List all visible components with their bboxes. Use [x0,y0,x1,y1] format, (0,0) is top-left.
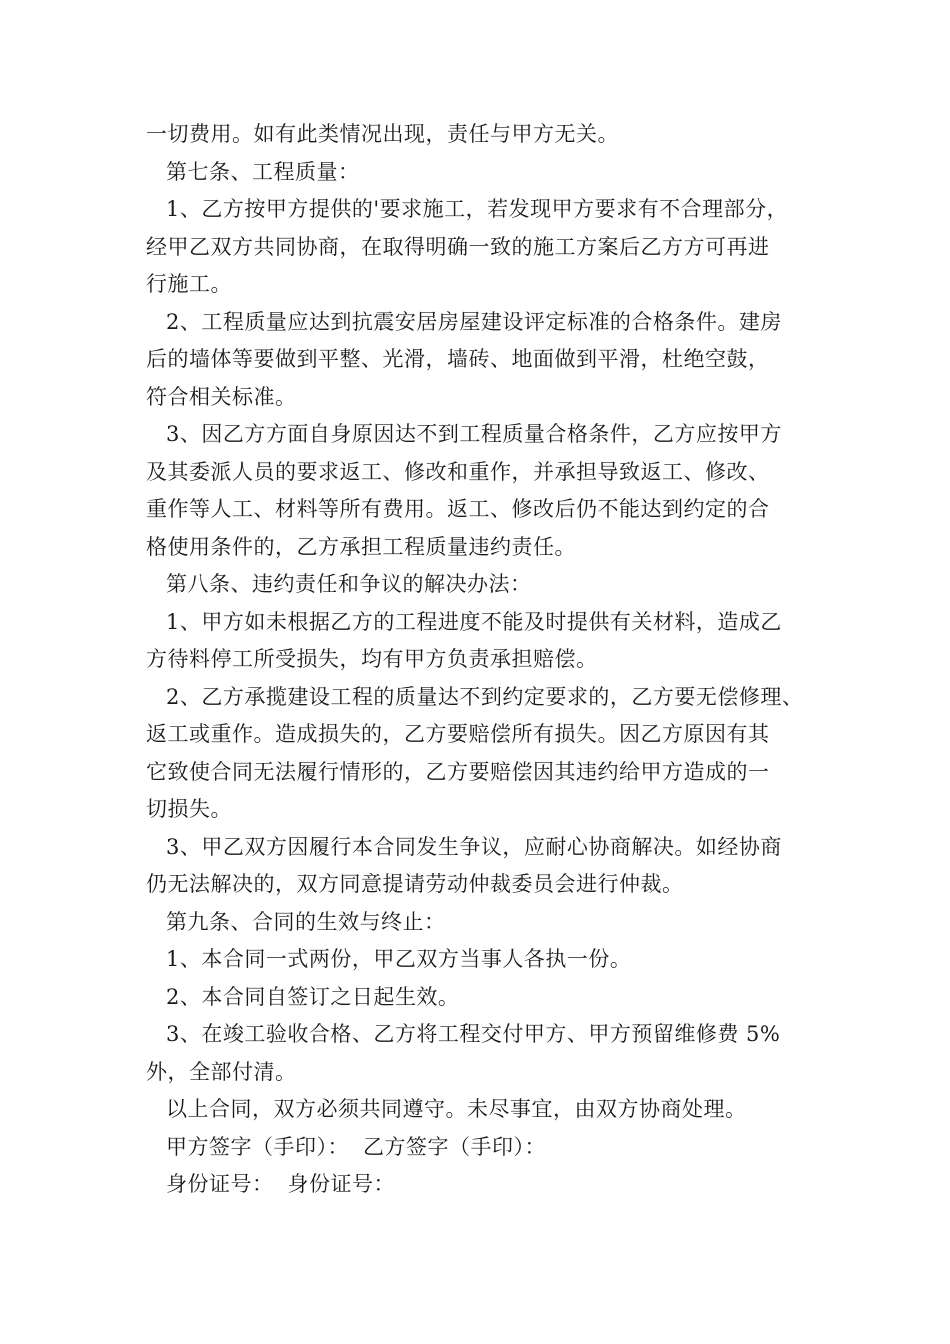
text-line: 外，全部付清。 [146,1059,297,1084]
text-line: 它致使合同无法履行情形的，乙方要赔偿因其违约给甲方造成的一 [146,759,770,784]
text-line: 1、甲方如未根据乙方的工程进度不能及时提供有关材料，造成乙 [166,609,782,634]
party-a-signature-label: 甲方签字（手印）： [166,1134,349,1159]
contract-body [146,116,810,1204]
text-line: 行施工。 [146,272,232,296]
id-number-row [146,1166,810,1204]
text-line: 重作等人工、材料等所有费用。返工、修改后仍不能达到约定的合 [146,497,770,521]
text-line: 1、本合同一式两份，甲乙双方当事人各执一份。 [166,947,632,971]
text-line: 2、乙方承揽建设工程的质量达不到约定要求的，乙方要无偿修理、 [166,684,804,709]
text-line: 后的墙体等要做到平整、光滑，墙砖、地面做到平滑，杜绝空鼓， [146,347,770,371]
text-line: 3、因乙方方面自身原因达不到工程质量合格条件，乙方应按甲方 [166,422,782,446]
party-b-signature-label: 乙方签字（手印）： [363,1134,546,1159]
text-line: 符合相关标准。 [146,384,297,409]
text-line: 及其委派人员的要求返工、修改和重作，并承担导致返工、修改、 [146,459,770,484]
text-line: 2、本合同自签订之日起生效。 [166,984,460,1009]
text-line: 格使用条件的，乙方承担工程质量违约责任。 [146,534,576,559]
party-b-id-label: 身份证号： [287,1172,395,1196]
signature-row [146,1129,810,1167]
text-line: 返工或重作。造成损失的，乙方要赔偿所有损失。因乙方原因有其 [146,722,770,746]
section-heading-8: 第八条、违约责任和争议的解决办法： [166,572,532,596]
text-line: 3、在竣工验收合格、乙方将工程交付甲方、甲方预留维修费 5% [166,1022,781,1046]
closing-statement: 以上合同，双方必须共同遵守。未尽事宜，由双方协商处理。 [166,1097,747,1121]
party-a-id-label: 身份证号： [166,1172,274,1196]
section-heading-7: 第七条、工程质量： [166,159,360,184]
text-line: 仍无法解决的，双方同意提请劳动仲裁委员会进行仲裁。 [146,872,684,896]
text-line: 经甲乙双方共同协商，在取得明确一致的施工方案后乙方方可再进 [146,234,770,259]
text-line: 1、乙方按甲方提供的'要求施工，若发现甲方要求有不合理部分， [166,197,789,221]
text-line: 一切费用。如有此类情况出现，责任与甲方无关。 [146,122,619,146]
text-line: 方待料停工所受损失，均有甲方负责承担赔偿。 [146,647,598,671]
text-line: 2、工程质量应达到抗震安居房屋建设评定标准的合格条件。建房 [166,309,782,334]
section-heading-9: 第九条、合同的生效与终止： [166,909,446,934]
text-line: 3、甲乙双方因履行本合同发生争议，应耐心协商解决。如经协商 [166,834,782,859]
text-line: 切损失。 [146,797,232,821]
